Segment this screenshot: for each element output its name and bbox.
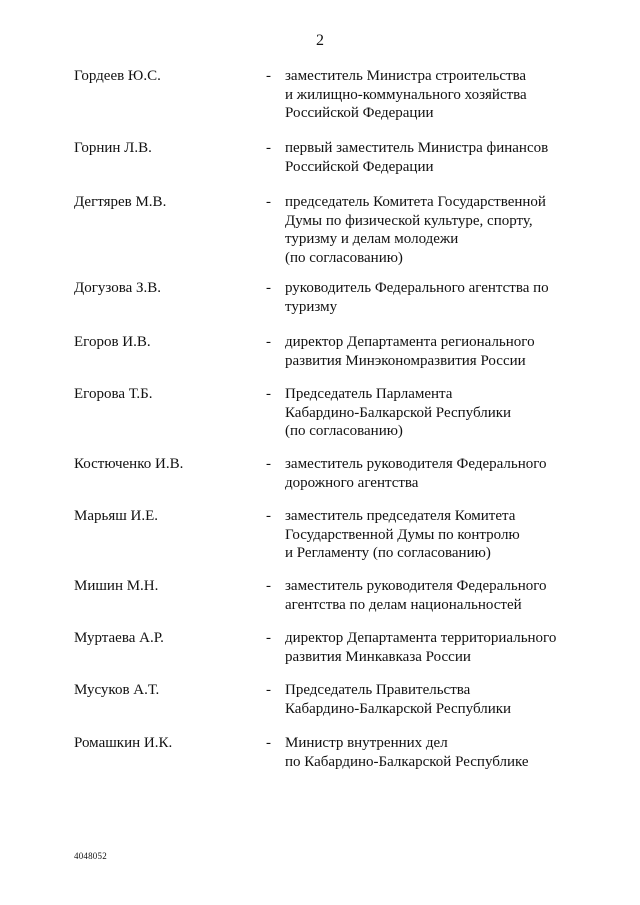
member-position-line: Министр внутренних дел bbox=[285, 735, 448, 751]
member-dash: - bbox=[266, 140, 271, 156]
member-position-line: Государственной Думы по контролю bbox=[285, 526, 520, 543]
member-position-line: по Кабардино-Балкарской Республике bbox=[285, 753, 529, 770]
member-name: Марьяш И.Е. bbox=[74, 508, 159, 524]
member-position bbox=[285, 333, 585, 370]
member-dash: - bbox=[266, 578, 271, 594]
member-position bbox=[285, 67, 585, 123]
member-position-line: Кабардино-Балкарской Республики bbox=[285, 700, 512, 717]
member-position-line: первый заместитель Министра финансов bbox=[285, 140, 549, 156]
member-position-line: Российской Федерации bbox=[285, 158, 434, 175]
member-position-line: председатель Комитета Государственной bbox=[285, 194, 546, 210]
member-position-line: заместитель руководителя Федерального bbox=[285, 456, 547, 472]
member-position-line: дорожного агентства bbox=[285, 474, 419, 491]
member-position-line: заместитель Министра строительства bbox=[285, 68, 527, 84]
member-dash: - bbox=[266, 194, 271, 210]
member-position-line: агентства по делам национальностей bbox=[285, 596, 522, 613]
member-position-line: туризму bbox=[285, 298, 338, 315]
member-dash: - bbox=[266, 68, 271, 84]
member-position bbox=[285, 385, 585, 441]
member-position bbox=[285, 577, 585, 614]
member-position bbox=[285, 507, 585, 563]
member-position-line: и жилищно-коммунального хозяйства bbox=[285, 86, 527, 103]
member-name: Егорова Т.Б. bbox=[74, 386, 153, 402]
member-name: Горнин Л.В. bbox=[74, 140, 152, 156]
member-name: Костюченко И.В. bbox=[74, 456, 184, 472]
member-name: Мусуков А.Т. bbox=[74, 682, 160, 698]
member-position-line: (по согласованию) bbox=[285, 423, 403, 439]
member-position bbox=[285, 139, 585, 176]
member-dash: - bbox=[266, 630, 271, 646]
member-position bbox=[285, 193, 585, 267]
member-position-line: туризму и делам молодежи bbox=[285, 231, 459, 247]
member-dash: - bbox=[266, 334, 271, 350]
member-position-line: заместитель председателя Комитета bbox=[285, 508, 516, 524]
member-position-line: директор Департамента территориального bbox=[285, 630, 557, 646]
member-name: Егоров И.В. bbox=[74, 334, 151, 350]
member-position-line: руководитель Федерального агентства по bbox=[285, 280, 549, 296]
member-position bbox=[285, 279, 585, 316]
member-name: Ромашкин И.К. bbox=[74, 735, 173, 751]
member-name: Мишин М.Н. bbox=[74, 578, 159, 594]
member-name: Гордеев Ю.С. bbox=[74, 68, 161, 84]
document-code: 4048052 bbox=[74, 851, 107, 861]
member-dash: - bbox=[266, 508, 271, 524]
member-position-line: Думы по физической культуре, спорту, bbox=[285, 212, 533, 229]
member-dash: - bbox=[266, 280, 271, 296]
member-position-line: развития Минкавказа России bbox=[285, 648, 471, 665]
member-dash: - bbox=[266, 682, 271, 698]
member-name: Муртаева А.Р. bbox=[74, 630, 164, 646]
member-position-line: Председатель Парламента bbox=[285, 386, 453, 402]
member-dash: - bbox=[266, 456, 271, 472]
member-position bbox=[285, 734, 585, 771]
member-name: Догузова З.В. bbox=[74, 280, 162, 296]
member-position-line: развития Минэкономразвития России bbox=[285, 352, 526, 369]
member-position bbox=[285, 455, 585, 492]
member-position-line: Кабардино-Балкарской Республики bbox=[285, 404, 512, 421]
member-position-line: (по согласованию) bbox=[285, 249, 403, 266]
member-position-line: директор Департамента регионального bbox=[285, 334, 535, 350]
member-position-line: заместитель руководителя Федерального bbox=[285, 578, 547, 594]
member-position bbox=[285, 681, 585, 718]
member-name: Дегтярев М.В. bbox=[74, 194, 167, 210]
member-dash: - bbox=[266, 386, 271, 402]
member-position bbox=[285, 629, 585, 666]
member-position-line: и Регламенту (по согласованию) bbox=[285, 545, 491, 561]
page-number: 2 bbox=[316, 32, 324, 49]
member-position-line: Российской Федерации bbox=[285, 105, 434, 121]
member-dash: - bbox=[266, 735, 271, 751]
member-position-line: Председатель Правительства bbox=[285, 682, 471, 698]
